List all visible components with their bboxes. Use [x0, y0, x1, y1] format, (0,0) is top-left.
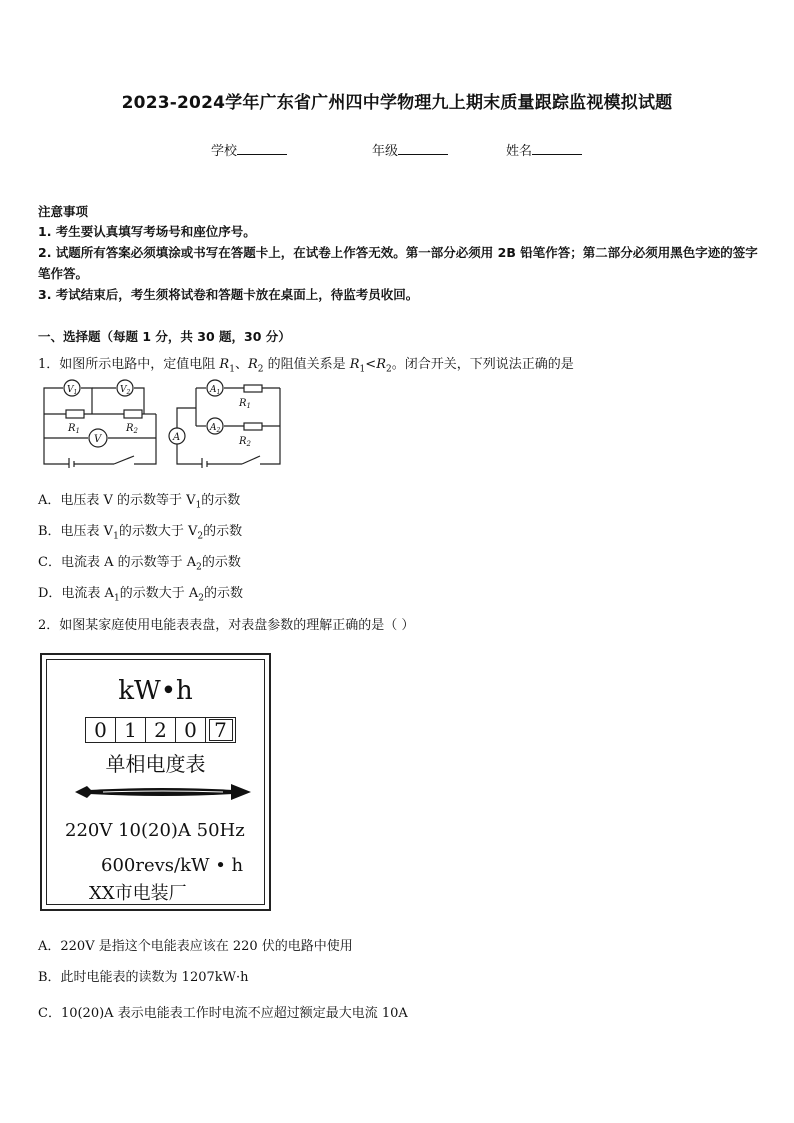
energy-meter-figure [40, 653, 271, 911]
circuit-diagrams [36, 376, 286, 468]
meter-spec: 220V 10(20)A 50Hz [65, 820, 245, 841]
label-a2: $A_2$ [210, 423, 221, 434]
label-a: A [173, 432, 181, 443]
circuit-parallel [169, 380, 280, 468]
school-blank[interactable] [237, 142, 287, 155]
notice-item-2: 2. 试题所有答案必须填涂或书写在答题卡上，在试卷上作答无效。第一部分必须用 2B 铅笔作答；第二部分必须用黑色字迹的签字笔作答。 [38, 245, 758, 281]
meter-digits [85, 717, 236, 743]
q1-option-b[interactable]: B．电压表 $V_1$的示数大于 $V_2$的示数 [38, 524, 243, 542]
meter-digit: 0 [86, 718, 116, 742]
name-label: 姓名 [506, 144, 533, 159]
label-v: V [94, 434, 102, 445]
q2-option-c[interactable]: C．10(20)A 表示电能表工作时电流不应超过额定最大电流 10A [38, 1006, 408, 1021]
meter-digit: 0 [176, 718, 206, 742]
meter-arrow-icon [73, 780, 253, 804]
meter-digit: 2 [146, 718, 176, 742]
label-r1: $R_1$ [68, 423, 80, 435]
label-r2-parallel: $R_2$ [239, 436, 251, 448]
label-a1: $A_1$ [210, 385, 221, 396]
school-field[interactable] [211, 140, 287, 159]
grade-blank[interactable] [398, 142, 448, 155]
q1-option-c[interactable]: C．电流表 A 的示数等于 $A_2$的示数 [38, 555, 241, 573]
notice-heading: 注意事项 [38, 204, 89, 219]
label-v1: $V_1$ [67, 385, 78, 396]
meter-type: 单相电度表 [105, 752, 206, 776]
label-r2: $R_2$ [126, 423, 138, 435]
meter-factory: XX市电装厂 [89, 883, 187, 904]
grade-label: 年级 [372, 144, 399, 159]
meter-unit: kW•h [118, 676, 193, 706]
notice-item-1: 1. 考生要认真填写考场号和座位序号。 [38, 224, 256, 239]
label-r1-parallel: $R_1$ [239, 398, 251, 410]
school-label: 学校 [211, 144, 238, 159]
meter-digit: 1 [116, 718, 146, 742]
meter-face [46, 659, 265, 905]
circuit-series [44, 380, 156, 468]
section-heading: 一、选择题（每题 1 分，共 30 题，30 分） [38, 329, 291, 344]
page-title: 2023-2024学年广东省广州四中学物理九上期末质量跟踪监视模拟试题 [121, 93, 673, 113]
question-1-stem: 1．如图所示电路中，定值电阻 $R_1$、$R_2$ 的阻值关系是 $R_1<R_2$。闭合开关，下列说法正确的是 [38, 357, 574, 375]
q2-option-b[interactable]: B．此时电能表的读数为 1207kW·h [38, 970, 249, 985]
name-blank[interactable] [532, 142, 582, 155]
notice-item-3: 3. 考试结束后，考生须将试卷和答题卡放在桌面上，待监考员收回。 [38, 287, 419, 302]
q1-option-d[interactable]: D．电流表 $A_1$的示数大于 $A_2$的示数 [38, 586, 243, 604]
meter-digit-decimal: 7 [206, 718, 235, 742]
meter-revs: 600revs/kW • h [101, 855, 244, 876]
q2-option-a[interactable]: A．220V 是指这个电能表应该在 220 伏的电路中使用 [38, 939, 353, 954]
question-2-stem: 2．如图某家庭使用电能表表盘，对表盘参数的理解正确的是（ ） [38, 618, 415, 633]
q1-option-a[interactable]: A．电压表 V 的示数等于 $V_1$的示数 [38, 493, 241, 511]
label-v2: $V_2$ [120, 385, 131, 396]
name-field[interactable] [506, 140, 582, 159]
grade-field[interactable] [372, 140, 448, 159]
